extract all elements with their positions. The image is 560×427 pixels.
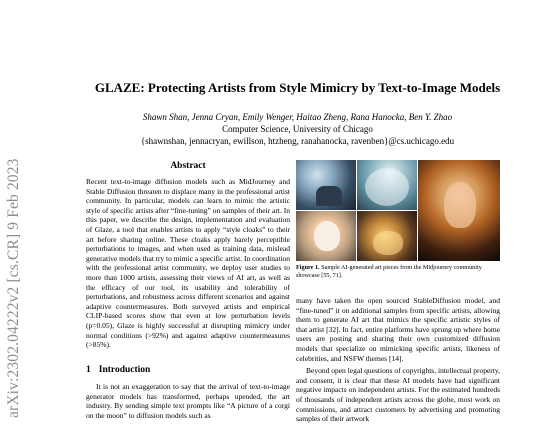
ai-art-flame-portrait-image	[418, 160, 500, 261]
body-paragraph: many have taken the open sourced StableDiffusion model, and “fine-tuned” it on additional samples from specific artists, allowing them to generate AI art that mimics the specific artistic styles of that artist [32]. In fact, entire platforms have sprung up where home users are posting and sharing their own customized diffusion models that specialize on mimicking specific artists, likeness of celebrities, and NSFW themes [14].	[296, 296, 500, 363]
section-number: 1	[86, 365, 91, 375]
body-paragraph: Beyond open legal questions of copyrights, intellectual property, and consent, it is clear that these AI models have had significant negative impacts on independent artists. For the estimated hundreds of thousands of independent artists across the globe, most work on commissions, and attract customers by advertising and promoting samples of their artwork	[296, 366, 500, 424]
right-column-body	[296, 296, 500, 427]
figure-caption-label: Figure 1.	[296, 264, 320, 271]
figure-caption-text: Sample AI-generated art pieces from the Midjourney community showcase [55, 71].	[296, 264, 482, 279]
figure-1	[296, 160, 500, 261]
author-list: Shawn Shan, Jenna Cryan, Emily Wenger, Haitao Zheng, Rana Hanocka, Ben Y. Zhao	[142, 112, 453, 122]
abstract-heading: Abstract	[170, 161, 206, 171]
abstract-text: Recent text-to-image diffusion models such as MidJourney and Stable Diffusion threaten to displace many in the professional artist community. In particular, models can learn to mimic the artistic style of specific artists after “fine-tuning” on samples of their art. In this paper, we describe the design, implementation and evaluation of Glaze, a tool that enables artists to apply “style cloaks” to their art before sharing online. These cloaks apply barely perceptible perturbations to images, and when used as training data, mislead generative models that try to mimic a specific artist. In coordination with the professional artist community, we deploy user studies to more than 1000 artists, assessing their views of AI art, as well as the efficacy of our tool, its usability and tolerability of perturbations, and robustness across different scenarios and against adaptive countermeasures. Both surveyed artists and empirical CLIP-based scores show that even at low perturbation levels (p=0.05), Glaze is highly successful at disrupting mimicry under normal conditions (>92%) and against adaptive countermeasures (>85%).	[86, 177, 290, 350]
introduction-text: It is not an exaggeration to say that the arrival of text-to-image generator models has transformed, perhaps upended, the art industry. By sending simple text prompts like “A picture of a corgi on the moon” to diffusion models such as	[86, 382, 290, 420]
ai-art-wave-vessel-image	[357, 160, 417, 210]
affiliation: Computer Science, University of Chicago	[222, 124, 373, 134]
section-heading	[86, 365, 150, 375]
author-emails: {shawnshan, jennacryan, ewillson, htzheng, ranahanocka, ravenben}@cs.uchicago.edu	[140, 136, 455, 146]
ai-art-golden-forest-image	[357, 211, 417, 261]
ai-art-dragon-ship-image	[296, 160, 356, 210]
ai-art-puppy-image	[296, 211, 356, 261]
arxiv-identifier: arXiv:2302.04222v2 [cs.CR] 9 Feb 2023	[5, 158, 22, 418]
figure-caption	[296, 264, 500, 279]
paper-title: GLAZE: Protecting Artists from Style Mimicry by Text-to-Image Models	[94, 80, 501, 95]
section-title: Introduction	[98, 365, 151, 375]
